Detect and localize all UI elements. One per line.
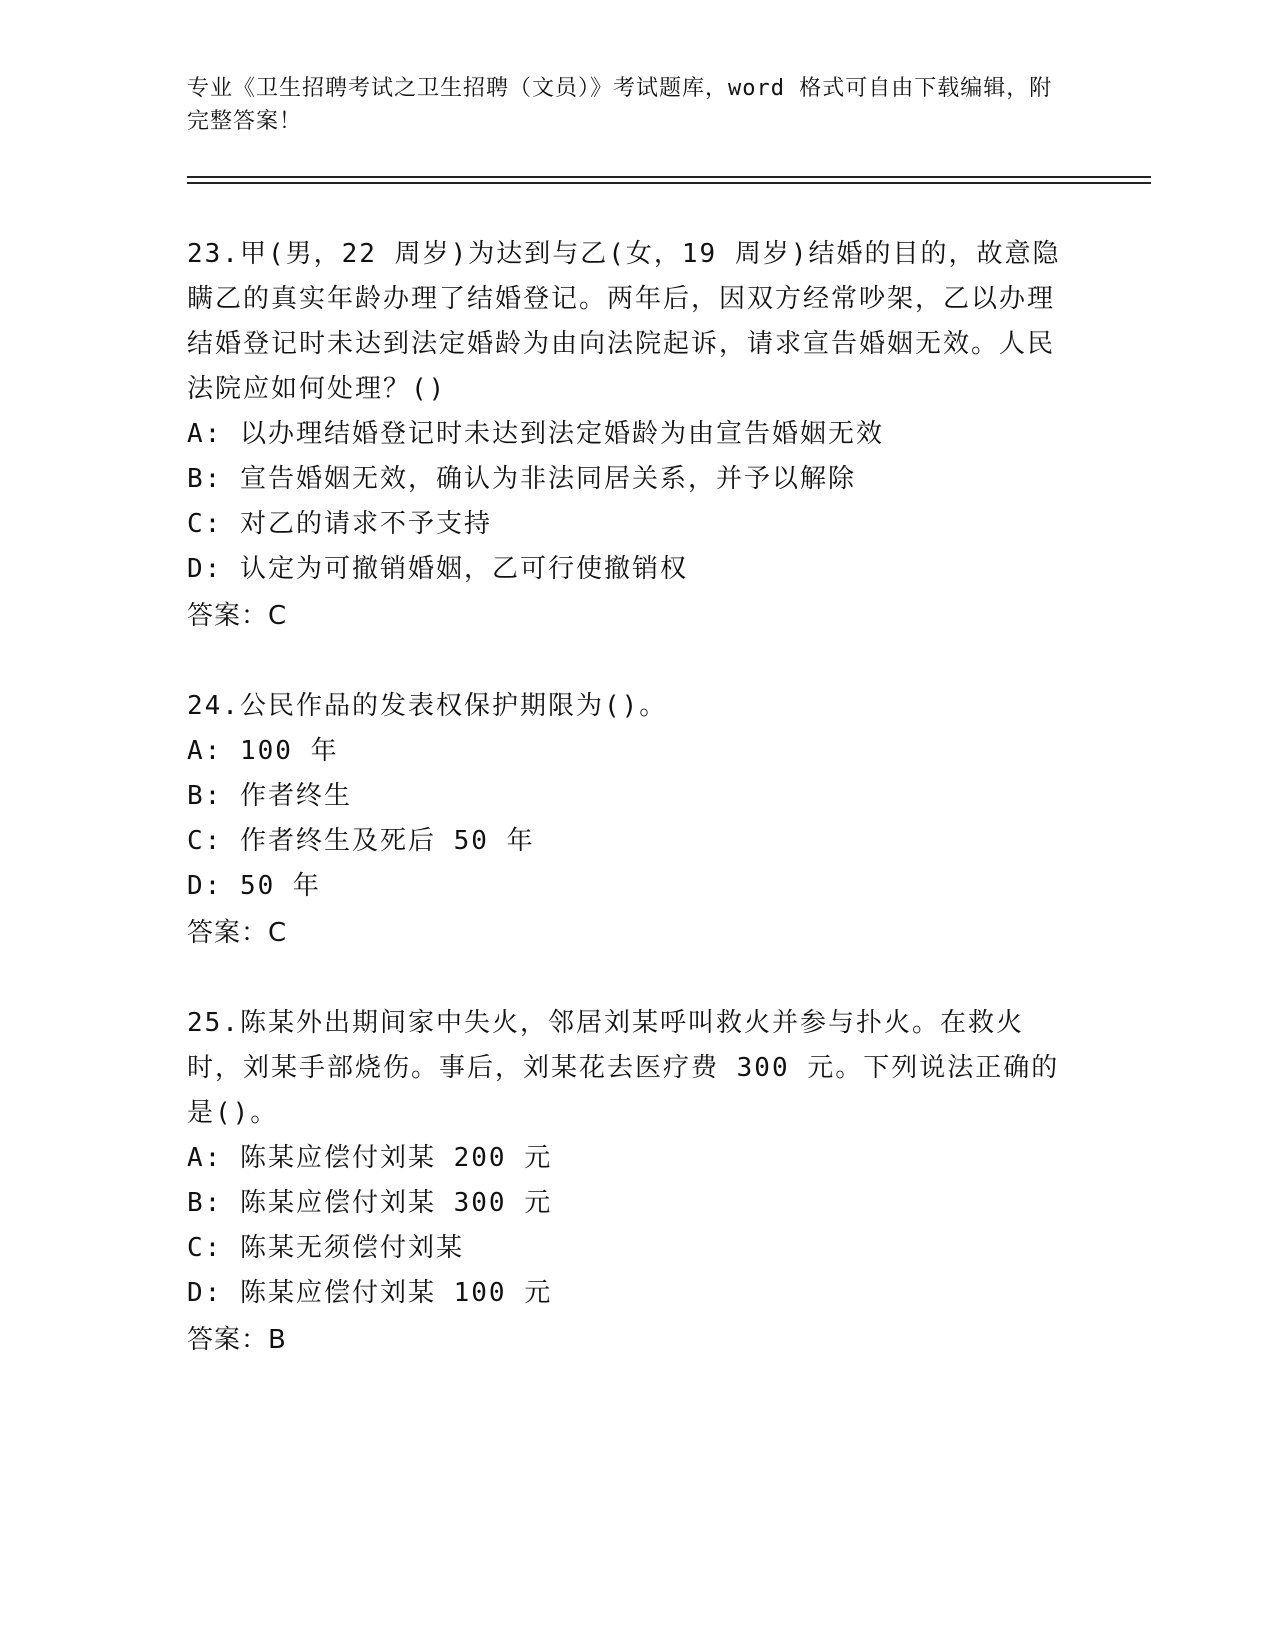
question-text: 25.陈某外出期间家中失火，邻居刘某呼叫救火并参与扑火。在救火时，刘某手部烧伤。事后，刘某花去医疗费 300 元。下列说法正确的是()。 xyxy=(187,1008,1060,1128)
option-d: D: 认定为可撤销婚姻，乙可行使撤销权 xyxy=(187,554,688,584)
question-25 xyxy=(187,1001,1077,1364)
header-divider-top xyxy=(187,176,1151,178)
question-list xyxy=(187,232,1077,1408)
option-d: D: 50 年 xyxy=(187,871,321,901)
answer: 答案：B xyxy=(187,1325,287,1355)
option-b: B: 作者终生 xyxy=(187,781,352,811)
question-23 xyxy=(187,232,1077,640)
answer: 答案：C xyxy=(187,918,288,948)
document-header: 专业《卫生招聘考试之卫生招聘（文员）》考试题库，word 格式可自由下载编辑，附完整答案！ xyxy=(187,76,1053,134)
question-text: 24.公民作品的发表权保护期限为()。 xyxy=(187,691,668,721)
option-a: A: 以办理结婚登记时未达到法定婚龄为由宣告婚姻无效 xyxy=(187,419,884,449)
question-text: 23.甲(男，22 周岁)为达到与乙(女，19 周岁)结婚的目的，故意隐瞒乙的真实年龄办理了结婚登记。两年后，因双方经常吵架，乙以办理结婚登记时未达到法定婚龄为由向法院起诉，请求宣告婚姻无效。人民法院应如何处理？() xyxy=(187,239,1061,404)
option-c: C: 对乙的请求不予支持 xyxy=(187,509,492,539)
answer: 答案：C xyxy=(187,601,288,631)
option-c: C: 陈某无须偿付刘某 xyxy=(187,1233,464,1263)
option-b: B: 宣告婚姻无效，确认为非法同居关系，并予以解除 xyxy=(187,464,856,494)
option-b: B: 陈某应偿付刘某 300 元 xyxy=(187,1188,553,1218)
option-d: D: 陈某应偿付刘某 100 元 xyxy=(187,1278,553,1308)
header-divider-bottom xyxy=(187,182,1151,184)
option-c: C: 作者终生及死后 50 年 xyxy=(187,826,535,856)
option-a: A: 100 年 xyxy=(187,736,339,766)
option-a: A: 陈某应偿付刘某 200 元 xyxy=(187,1143,553,1173)
question-24 xyxy=(187,684,1077,957)
